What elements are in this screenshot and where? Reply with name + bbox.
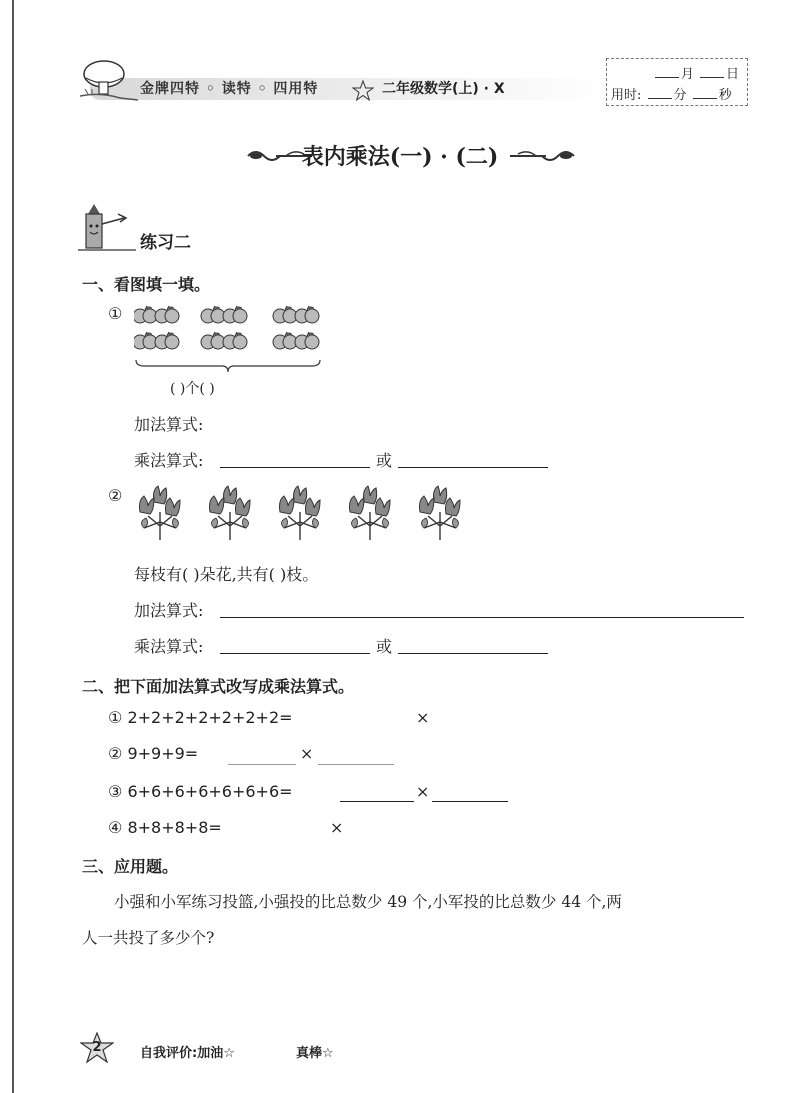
- s2-item3-blank-1[interactable]: [340, 801, 414, 802]
- item1-mul-label: 乘法算式:: [134, 451, 204, 470]
- s2-item3-marker: ③: [108, 782, 123, 801]
- item2-sentence: 每枝有( )朵花,共有( )枝。: [134, 565, 319, 584]
- great-label: 真棒☆: [296, 1046, 334, 1061]
- s2-item2-times: ×: [300, 744, 314, 763]
- month-blank[interactable]: [655, 66, 679, 78]
- section3-heading: 三、应用题。: [82, 857, 179, 876]
- minute-blank[interactable]: [648, 87, 672, 99]
- s2-item3: [108, 782, 293, 801]
- item2-mul-blank-1[interactable]: [220, 653, 370, 654]
- item1-caption: ( )个( ): [170, 381, 215, 397]
- second-blank[interactable]: [693, 87, 717, 99]
- flower-picture: [136, 482, 476, 542]
- self-eval-label: 自我评价:加油☆: [140, 1046, 235, 1061]
- pencil-icon: [78, 204, 138, 254]
- s2-item4-expr: 8+8+8+8=: [127, 818, 222, 837]
- s2-item2: [108, 744, 198, 763]
- star-icon: [352, 80, 374, 102]
- s2-item4-times: ×: [330, 818, 344, 837]
- header-subject: 二年级数学(上) · X: [382, 81, 505, 97]
- s2-item1-expr: 2+2+2+2+2+2+2=: [127, 708, 293, 727]
- time-label: 用时:: [611, 88, 642, 103]
- page-title: 表内乘法(一) · (二): [301, 144, 499, 170]
- item1-mul-blank-1[interactable]: [220, 467, 370, 468]
- month-label: 月: [680, 67, 694, 82]
- item2-add-blank[interactable]: [220, 617, 744, 618]
- s2-item2-blank-1[interactable]: [228, 764, 296, 765]
- s2-item3-expr: 6+6+6+6+6+6+6=: [127, 782, 293, 801]
- s2-item2-marker: ②: [108, 744, 123, 763]
- s2-item1: [108, 708, 293, 727]
- page-number: 2: [92, 1040, 102, 1055]
- s2-item1-times: ×: [416, 708, 430, 727]
- day-label: 日: [725, 67, 739, 82]
- item2-add-label: 加法算式:: [134, 601, 204, 620]
- s2-item4-marker: ④: [108, 818, 123, 837]
- apple-picture: [134, 304, 324, 358]
- s2-item2-expr: 9+9+9=: [127, 744, 199, 763]
- apple-groups-icon: [134, 304, 324, 358]
- mushroom-icon: [80, 58, 138, 102]
- header-series-title: 金牌四特 ◦ 读特 ◦ 四用特: [140, 81, 319, 97]
- s2-item1-marker: ①: [108, 708, 123, 727]
- word-problem-line2: 人一共投了多少个?: [82, 929, 215, 947]
- s2-item3-blank-2[interactable]: [432, 801, 508, 802]
- item2-mul-blank-2[interactable]: [398, 653, 548, 654]
- item1-or: 或: [376, 451, 393, 470]
- minute-label: 分: [673, 88, 687, 103]
- second-label: 秒: [718, 88, 732, 103]
- s2-item4: [108, 818, 222, 837]
- word-problem-line1: 小强和小军练习投篮,小强投的比总数少 49 个,小军投的比总数少 44 个,两: [114, 893, 622, 911]
- s2-item3-times: ×: [416, 782, 430, 801]
- day-blank[interactable]: [700, 66, 724, 78]
- date-time-box: [606, 58, 748, 106]
- section2-heading: 二、把下面加法算式改写成乘法算式。: [82, 677, 355, 696]
- item1-mul-blank-2[interactable]: [398, 467, 548, 468]
- item2-mul-label: 乘法算式:: [134, 637, 204, 656]
- flower-bunches-icon: [136, 482, 476, 542]
- item2-or: 或: [376, 637, 393, 656]
- brace-icon: [134, 358, 322, 374]
- item2-marker: ②: [108, 486, 123, 505]
- item1-marker: ①: [108, 304, 123, 323]
- section1-heading: 一、看图填一填。: [82, 275, 211, 294]
- title-ornament-right-icon: [508, 146, 576, 166]
- s2-item2-blank-2[interactable]: [318, 764, 394, 765]
- item1-add-label: 加法算式:: [134, 415, 204, 434]
- practice-label: 练习二: [140, 233, 191, 253]
